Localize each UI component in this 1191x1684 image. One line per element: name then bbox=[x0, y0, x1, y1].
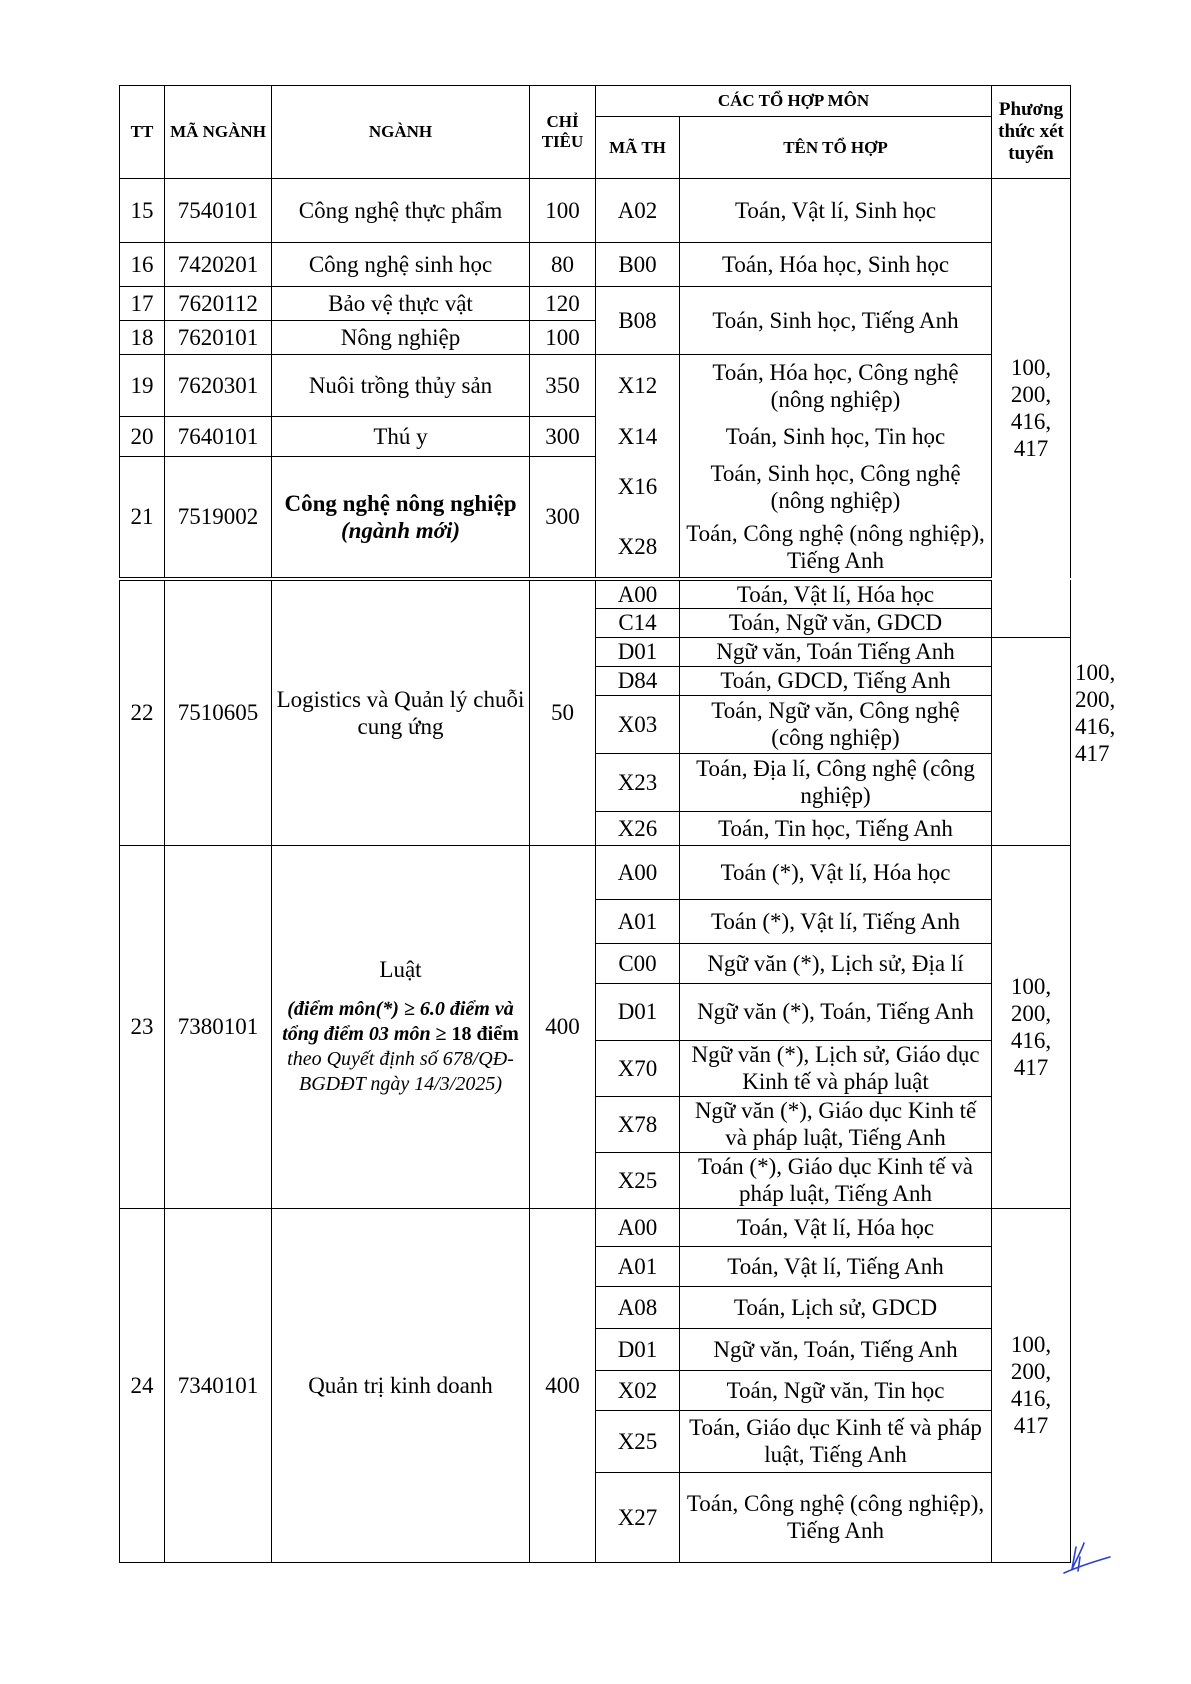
table-row: 22 7510605 Logistics và Quản lý chuỗi cung ứng 50 A00 Toán, Vật lí, Hóa học 100, 200, 416, 417 bbox=[120, 579, 1071, 609]
combo-code: A00 bbox=[596, 579, 680, 609]
signature-mark bbox=[1062, 1535, 1112, 1575]
tt-cell: 23 bbox=[120, 845, 165, 1208]
combo-code: X26 bbox=[596, 811, 680, 845]
chi-tieu-cell: 300 bbox=[530, 457, 596, 579]
combo-code: X25 bbox=[596, 1410, 680, 1472]
admission-table bbox=[119, 85, 1116, 1563]
table-row bbox=[120, 1208, 1071, 1246]
note-part-2: và tổng điểm 03 môn bbox=[282, 998, 514, 1045]
combo-code: A00 bbox=[596, 1208, 680, 1246]
nganh-name: Công nghệ nông nghiệp bbox=[284, 490, 517, 516]
combo-name: Toán, Ngữ văn, GDCD bbox=[680, 608, 992, 637]
combo-name: Toán, Ngữ văn, Công nghệ (công nghiệp) bbox=[680, 695, 992, 753]
combo-name: Toán, Vật lí, Hóa học bbox=[680, 1208, 992, 1246]
combo-name: Toán, Vật lí, Hóa học bbox=[680, 579, 992, 609]
header-phuong-thuc: Phương thức xét tuyển bbox=[992, 86, 1071, 179]
header-nganh: NGÀNH bbox=[272, 86, 530, 179]
combo-code: D01 bbox=[596, 1328, 680, 1370]
nganh-cell: Quản trị kinh doanh bbox=[272, 1208, 530, 1562]
nganh-cell: Logistics và Quản lý chuỗi cung ứng bbox=[272, 579, 530, 846]
chi-tieu-cell: 50 bbox=[530, 579, 596, 846]
combo-code: X28 bbox=[596, 517, 680, 579]
methods-cell: 100, 200, 416, 417 bbox=[992, 179, 1071, 638]
combo-code: C14 bbox=[596, 608, 680, 637]
combo-code: X02 bbox=[596, 1370, 680, 1410]
header-to-hop: CÁC TỔ HỢP MÔN bbox=[596, 86, 992, 117]
nganh-cell: Công nghệ sinh học bbox=[272, 243, 530, 287]
table-row bbox=[120, 417, 1071, 457]
combo-name: Toán, Sinh học, Tiếng Anh bbox=[680, 287, 992, 355]
combo-name: Toán, Hóa học, Sinh học bbox=[680, 243, 992, 287]
combo-name: Toán, Ngữ văn, Tin học bbox=[680, 1370, 992, 1410]
combo-code: A01 bbox=[596, 899, 680, 943]
table-row bbox=[120, 355, 1071, 417]
combo-name: Toán, Giáo dục Kinh tế và pháp luật, Tiếng Anh bbox=[680, 1410, 992, 1472]
combo-code: D84 bbox=[596, 666, 680, 695]
table-row bbox=[120, 287, 1071, 321]
table-row bbox=[120, 845, 1071, 899]
tt-cell: 24 bbox=[120, 1208, 165, 1562]
header-ma-th: MÃ TH bbox=[596, 117, 680, 179]
combo-name: Toán, Hóa học, Công nghệ (nông nghiệp) bbox=[680, 355, 992, 417]
combo-code: X27 bbox=[596, 1472, 680, 1562]
combo-code: A00 bbox=[596, 845, 680, 899]
combo-name: Ngữ văn (*), Toán, Tiếng Anh bbox=[680, 983, 992, 1040]
chi-tieu-cell: 350 bbox=[530, 355, 596, 417]
combo-name: Toán, Công nghệ (công nghiệp), Tiếng Anh bbox=[680, 1472, 992, 1562]
combo-code: B08 bbox=[596, 287, 680, 355]
note-part-1: (điểm môn(*) ≥ 6.0 điểm bbox=[287, 998, 490, 1020]
combo-name: Toán, Sinh học, Tin học bbox=[680, 417, 992, 457]
combo-name: Ngữ văn, Toán Tiếng Anh bbox=[680, 637, 992, 666]
combo-name: Ngữ văn, Toán, Tiếng Anh bbox=[680, 1328, 992, 1370]
tt-cell: 17 bbox=[120, 287, 165, 321]
nganh-cell: Nuôi trồng thủy sản bbox=[272, 355, 530, 417]
nganh-note: (ngành mới) bbox=[340, 517, 461, 543]
chi-tieu-cell: 100 bbox=[530, 321, 596, 355]
header-tt: TT bbox=[120, 86, 165, 179]
ma-nganh-cell: 7380101 bbox=[165, 845, 272, 1208]
tt-cell: 16 bbox=[120, 243, 165, 287]
nganh-cell: Bảo vệ thực vật bbox=[272, 287, 530, 321]
header-ten-to-hop: TÊN TỔ HỢP bbox=[680, 117, 992, 179]
tt-cell: 18 bbox=[120, 321, 165, 355]
combo-code: X25 bbox=[596, 1152, 680, 1208]
nganh-cell bbox=[272, 845, 530, 1208]
ma-nganh-cell: 7620101 bbox=[165, 321, 272, 355]
combo-code: D01 bbox=[596, 637, 680, 666]
ma-nganh-cell: 7510605 bbox=[165, 579, 272, 846]
combo-name: Toán, Địa lí, Công nghệ (công nghiệp) bbox=[680, 753, 992, 811]
combo-code: C00 bbox=[596, 943, 680, 983]
nganh-cell: Công nghệ thực phẩm bbox=[272, 179, 530, 243]
ma-nganh-cell: 7620112 bbox=[165, 287, 272, 321]
ma-nganh-cell: 7540101 bbox=[165, 179, 272, 243]
chi-tieu-cell: 80 bbox=[530, 243, 596, 287]
combo-name: Toán, Công nghệ (nông nghiệp), Tiếng Anh bbox=[680, 517, 992, 579]
ma-nganh-cell: 7620301 bbox=[165, 355, 272, 417]
combo-name: Toán, GDCD, Tiếng Anh bbox=[680, 666, 992, 695]
combo-code: X23 bbox=[596, 753, 680, 811]
combo-name: Ngữ văn (*), Lịch sử, Địa lí bbox=[680, 943, 992, 983]
header-chi-tieu: CHỈ TIÊU bbox=[530, 86, 596, 179]
combo-name: Toán (*), Vật lí, Tiếng Anh bbox=[680, 899, 992, 943]
combo-code: B00 bbox=[596, 243, 680, 287]
combo-name: Ngữ văn (*), Giáo dục Kinh tế và pháp luật, Tiếng Anh bbox=[680, 1096, 992, 1152]
chi-tieu-cell: 300 bbox=[530, 417, 596, 457]
combo-code: X03 bbox=[596, 695, 680, 753]
combo-name: Toán, Tin học, Tiếng Anh bbox=[680, 811, 992, 845]
methods-cell: 100, 200, 416, 417 bbox=[992, 845, 1071, 1208]
ma-nganh-cell: 7640101 bbox=[165, 417, 272, 457]
tt-cell: 21 bbox=[120, 457, 165, 579]
combo-name: Ngữ văn (*), Lịch sử, Giáo dục Kinh tế và pháp luật bbox=[680, 1040, 992, 1096]
combo-code: A01 bbox=[596, 1246, 680, 1286]
nganh-cell: Thú y bbox=[272, 417, 530, 457]
table-row bbox=[120, 243, 1071, 287]
combo-code: X16 bbox=[596, 457, 680, 517]
chi-tieu-cell: 400 bbox=[530, 1208, 596, 1562]
note-part-4: theo Quyết định số 678/QĐ-BGDĐT ngày 14/3/2025) bbox=[287, 1048, 514, 1095]
combo-name: Toán, Sinh học, Công nghệ (nông nghiệp) bbox=[680, 457, 992, 517]
table-row bbox=[120, 457, 1071, 517]
ma-nganh-cell: 7420201 bbox=[165, 243, 272, 287]
combo-code: X14 bbox=[596, 417, 680, 457]
tt-cell: 20 bbox=[120, 417, 165, 457]
combo-code: X12 bbox=[596, 355, 680, 417]
combo-code: X70 bbox=[596, 1040, 680, 1096]
combo-name: Toán, Vật lí, Sinh học bbox=[680, 179, 992, 243]
nganh-cell bbox=[272, 457, 530, 579]
note-part-3: ≥ 18 điểm bbox=[435, 1023, 519, 1045]
combo-code: X78 bbox=[596, 1096, 680, 1152]
combo-name: Toán (*), Giáo dục Kinh tế và pháp luật, Tiếng Anh bbox=[680, 1152, 992, 1208]
combo-code: A02 bbox=[596, 179, 680, 243]
chi-tieu-cell: 400 bbox=[530, 845, 596, 1208]
combo-name: Toán, Lịch sử, GDCD bbox=[680, 1286, 992, 1328]
nganh-note bbox=[276, 997, 525, 1097]
header-row bbox=[120, 86, 1071, 117]
tt-cell: 19 bbox=[120, 355, 165, 417]
ma-nganh-cell: 7340101 bbox=[165, 1208, 272, 1562]
combo-name: Toán, Vật lí, Tiếng Anh bbox=[680, 1246, 992, 1286]
combo-name: Toán (*), Vật lí, Hóa học bbox=[680, 845, 992, 899]
combo-code: A08 bbox=[596, 1286, 680, 1328]
methods-cell: 100, 200, 416, 417 bbox=[992, 1208, 1071, 1562]
tt-cell: 22 bbox=[120, 579, 165, 846]
chi-tieu-cell: 120 bbox=[530, 287, 596, 321]
chi-tieu-cell: 100 bbox=[530, 179, 596, 243]
tt-cell: 15 bbox=[120, 179, 165, 243]
combo-code: D01 bbox=[596, 983, 680, 1040]
header-ma-nganh: MÃ NGÀNH bbox=[165, 86, 272, 179]
nganh-cell: Nông nghiệp bbox=[272, 321, 530, 355]
ma-nganh-cell: 7519002 bbox=[165, 457, 272, 579]
table-row bbox=[120, 179, 1071, 243]
nganh-name: Luật bbox=[379, 957, 422, 982]
